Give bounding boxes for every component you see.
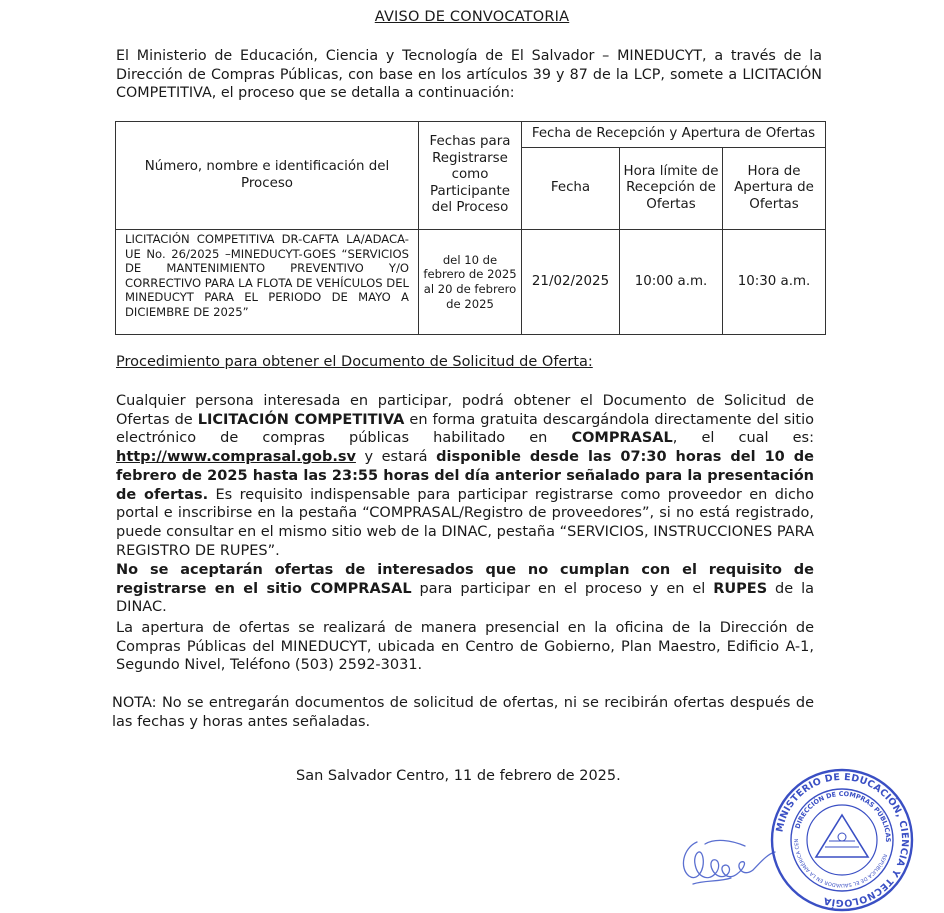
intro-paragraph: El Ministerio de Educación, Ciencia y Tecnología de El Salvador – MINEDUCYT, a través de la Dirección de Compras Públicas, con base en los artículos 39 y 87 de la LCP, somete a LICITACIÓN COMPETITIVA, el proceso que se detalla a continuación: xyxy=(116,48,822,101)
header-register-dates: Fechas para Registrarse como Participante del Proceso xyxy=(419,122,522,230)
requirement-paragraph: No se aceptarán ofertas de interesados que no cumplan con el requisito de registrarse en el sitio COMPRASAL para participar en el proceso y en el RUPES de la DINAC. xyxy=(116,562,814,616)
svg-text:MINISTERIO DE EDUCACIÓN, CIENC: MINISTERIO DE EDUCACIÓN, CIENCIA Y TECNOLOGÍA xyxy=(774,771,911,909)
cell-deadline: 10:00 a.m. xyxy=(620,230,723,335)
opening-paragraph: La apertura de ofertas se realizará de manera presencial en la oficina de la Dirección de Compras Públicas del MINEDUCYT, ubicada en Centro de Gobierno, Plan Maestro, Edificio A-1, Segundo Nivel, Teléfono (503) 2592-3031. xyxy=(116,620,814,674)
header-date: Fecha xyxy=(522,148,620,230)
header-opening: Hora de Apertura de Ofertas xyxy=(723,148,826,230)
svg-text:DIRECCIÓN DE COMPRAS PÚBLICAS: DIRECCIÓN DE COMPRAS PÚBLICAS xyxy=(793,789,893,843)
comprasal-link[interactable]: http://www.comprasal.gob.sv xyxy=(116,449,356,466)
svg-text:REPÚBLICA DE EL SALVADOR EN LA: REPÚBLICA DE EL SALVADOR EN LA AMÉRICA CEN xyxy=(793,838,888,889)
procedure-heading: Procedimiento para obtener el Documento de Solicitud de Oferta: xyxy=(116,354,593,370)
cell-process-description: LICITACIÓN COMPETITIVA DR-CAFTA LA/ADACA- UE No. 26/2025 –MINEDUCYT-GOES “SERVICIOS DE MANTENIMIENTO PREVENTIVO Y/O CORRECTIVO PARA LA FLOTA DE VEHÍCULOS DEL MINEDUCYT PARA EL PERIODO DE MAYO A DICIEMBRE DE 2025” xyxy=(116,230,419,335)
header-deadline: Hora límite de Recepción de Ofertas xyxy=(620,148,723,230)
header-process: Número, nombre e identificación del Proceso xyxy=(116,122,419,230)
cell-date: 21/02/2025 xyxy=(522,230,620,335)
procedure-paragraph: Cualquier persona interesada en participar, podrá obtener el Documento de Solicitud de Ofertas de LICITACIÓN COMPETITIVA en forma gratuita descargándola directamente del sitio electrónico de compras públicas habilitado en COMPRASAL, el cual es: http://www.comprasal.gob.sv y estará disponible desde las 07:30 horas del 10 de febrero de 2025 hasta las 23:55 horas del día anterior señalado para la presentación de ofertas. Es requisito indispensable para participar registrarse como proveedor en dicho portal e inscribirse en la pestaña “COMPRASAL/Registro de proveedores”, si no está registrado, puede consultar en el mismo sitio web de la DINAC, pestaña “SERVICIOS, INSTRUCCIONES PARA REGISTRO DE RUPES”. xyxy=(116,393,815,559)
note-paragraph: NOTA: No se entregarán documentos de solicitud de ofertas, ni se recibirán ofertas después de las fechas y horas antes señaladas. xyxy=(112,695,814,730)
cell-register-dates: del 10 de febrero de 2025 al 20 de febrero de 2025 xyxy=(419,230,522,335)
document-title: AVISO DE CONVOCATORIA xyxy=(374,9,570,25)
cell-opening: 10:30 a.m. xyxy=(723,230,826,335)
header-reception-group: Fecha de Recepción y Apertura de Ofertas xyxy=(522,122,826,148)
process-table xyxy=(115,121,826,335)
official-seal xyxy=(769,767,915,913)
place-date: San Salvador Centro, 11 de febrero de 2025. xyxy=(296,768,621,784)
